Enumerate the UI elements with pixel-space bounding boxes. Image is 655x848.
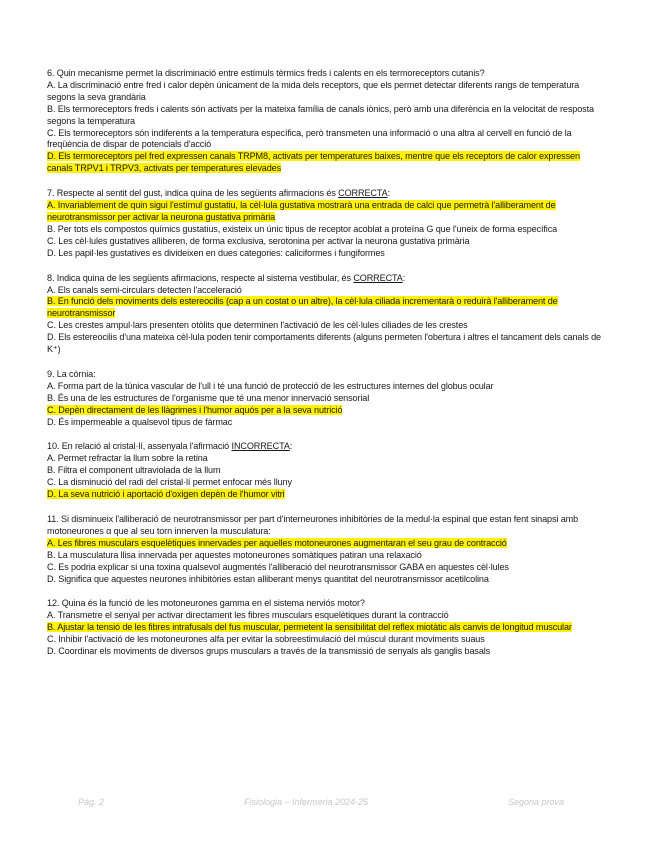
- question-8: [47, 273, 607, 356]
- answer-option-a: A. Forma part de la túnica vascular de l'ull i té una funció de protecció de les estructures internes del globus ocular: [47, 380, 494, 391]
- answer-option-c: C. Inhibir l'activació de les motoneurones alfa per evitar la sobreestimulació del múscul durant moviments suaus: [47, 634, 485, 645]
- page-footer: [0, 797, 655, 811]
- answer-option-b: B. Els termoreceptors freds i calents són activats per la mateixa família de canals iònics, però amb una diferència en la velocitat de resposta segons la temperatura: [47, 103, 594, 126]
- answer-option-d: D. Significa que aquestes neurones inhibitòries estan alliberant menys quantitat del neurotransmissor acetilcolina: [47, 573, 489, 584]
- answer-option-a: A. Els canals semi-circulars detecten l'acceleració: [47, 284, 242, 295]
- answer-option-a: A. La discriminació entre fred i calor depèn únicament de la mida dels receptors, que els permet detectar diferents rangs de temperatura segons la seva grandària: [47, 79, 580, 102]
- question-title: 11. Si disminueix l'alliberació de neurotransmissor per part d'interneurones inhibitòries de la medul·la espinal que estan fent sinapsi amb motoneurones α que al seu torn innerven la musculatura:: [47, 514, 579, 536]
- answer-option-d: D. Coordinar els moviments de diversos grups musculars a través de la transmissió de senyals als ganglis basals: [47, 646, 491, 657]
- question-9: [47, 369, 607, 429]
- answer-option-c: C. Les crestes ampul·lars presenten otòlits que determinen l'activació de les cèl·lules ciliades de les crestes: [47, 320, 468, 331]
- answer-option-a: A. Transmetre el senyal per activar directament les fibres musculars esquelètiques durant la contracció: [47, 610, 449, 621]
- answer-option-d-highlighted: D. La seva nutrició i aportació d'oxigen depèn de l'humor vitri: [47, 489, 285, 500]
- answer-option-b: B. Per tots els compostos químics gustatius, existeix un únic tipus de receptor acoblat a proteïna G que l'uneix de forma específica: [47, 223, 558, 234]
- exam-page: [47, 68, 607, 671]
- question-6: [47, 68, 607, 175]
- question-11: [47, 514, 607, 585]
- answer-option-a-highlighted: A. Invariablement de quin sigui l'estímul gustatiu, la cèl·lula gustativa mostrarà una entrada de calci que permetrà l'alliberament de neurotransmissor per activar la neurona gustativa primària: [47, 200, 556, 222]
- question-title: 9. La còrnia:: [47, 368, 96, 379]
- question-10: [47, 441, 607, 501]
- answer-option-a: A. Permet refractar la llum sobre la retina: [47, 453, 208, 464]
- answer-option-d-highlighted: D. Els termoreceptors pel fred expressen canals TRPM8, activats per temperatures baixes, mentre que els receptors de calor expressen canals TRPV1 i TRPV3, activats per temperatures elevades: [47, 151, 580, 174]
- footer-exam: Segona prova: [508, 797, 565, 807]
- answer-option-c: C. Es podria explicar si una toxina qualsevol augmentés l'alliberació del neurotransmissor GABA en aquestes cèl·lules: [47, 561, 509, 572]
- question-title: 6. Quin mecanisme permet la discriminació entre estímuls tèrmics freds i calents en els termoreceptors cutanis?: [47, 68, 485, 78]
- answer-option-d: D. Les papil·les gustatives es divideixen en dues categories: caliciformes i fungiformes: [47, 247, 385, 258]
- answer-option-b: B. És una de les estructures de l'organisme que té una menor innervació sensorial: [47, 392, 370, 403]
- answer-option-d: D. Els estereocilis d'una mateixa cèl·lula poden tenir comportaments diferents (alguns permeten l'obertura i altres el tancament dels canals de K⁺): [47, 332, 601, 355]
- question-12: [47, 598, 607, 658]
- question-7: [47, 188, 607, 259]
- answer-option-c: C. Els termoreceptors són indiferents a la temperatura específica, però transmeten una informació o una altra al cervell en funció de la freqüència de dispar de potencials d'acció: [47, 127, 572, 150]
- answer-option-b: B. Filtra el component ultraviolada de la llum: [47, 465, 221, 476]
- footer-page-number: Pàg. 2: [78, 797, 105, 807]
- answer-option-c-highlighted: C. Depèn directament de les llàgrimes i l'humor aquós per a la seva nutrició: [47, 404, 343, 415]
- answer-option-b-highlighted: B. En funció dels moviments dels estereocilis (cap a un costat o un altre), la cèl·lula ciliada incrementarà o reduirà l'alliberament de neurotransmissor: [47, 296, 558, 319]
- question-title: 10. En relació al cristal·lí, assenyala l'afirmació INCORRECTA:: [47, 441, 293, 452]
- question-title: 12. Quina és la funció de les motoneurones gamma en el sistema nerviós motor?: [47, 598, 365, 609]
- answer-option-b-highlighted: B. Ajustar la tensió de les fibres intrafusals del fus muscular, permetent la sensibilitat del reflex miotàtic als canvis de longitud muscular: [47, 622, 572, 633]
- answer-option-c: C. La disminució del radi del cristal·lí permet enfocar més lluny: [47, 477, 292, 488]
- question-title: 8. Indica quina de les següents afirmacions, respecte al sistema vestibular, és CORRECTA:: [47, 272, 406, 283]
- answer-option-a-highlighted: A. Les fibres musculars esquelètiques innervades per aquelles motoneurones augmentaran el seu grau de contracció: [47, 537, 507, 548]
- answer-option-b: B. La musculatura llisa innervada per aquestes motoneurones somàtiques patiran una relaxació: [47, 549, 422, 560]
- answer-option-c: C. Les cèl·lules gustatives alliberen, de forma exclusiva, serotonina per activar la neurona gustativa primària: [47, 235, 470, 246]
- footer-course: Fisiologia – Infermeria 2024-25: [244, 797, 369, 807]
- question-title: 7. Respecte al sentit del gust, indica quina de les següents afirmacions és CORRECTA:: [47, 188, 390, 199]
- answer-option-d: D. És impermeable a qualsevol tipus de fàrmac: [47, 416, 233, 427]
